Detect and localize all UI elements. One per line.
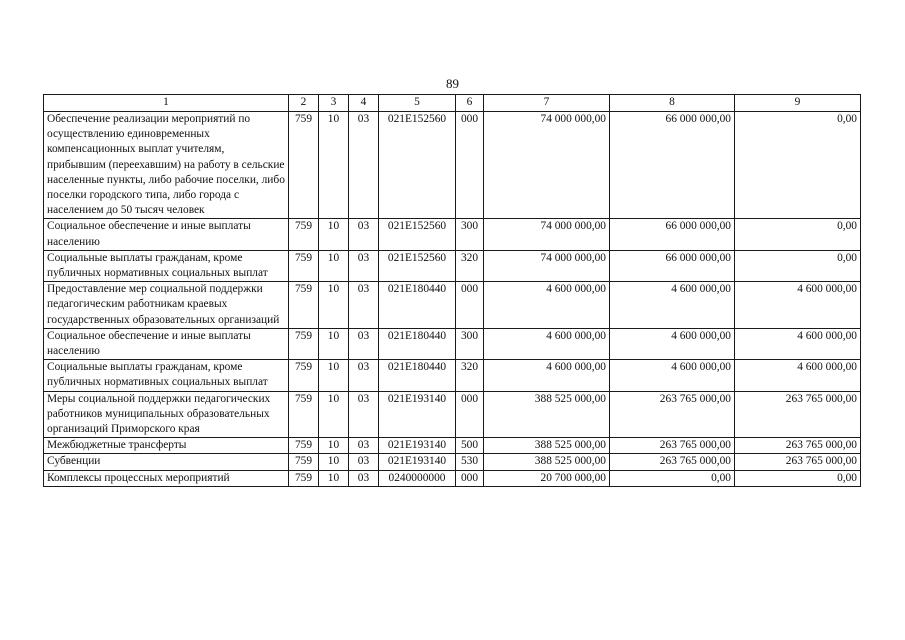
col-5-cell: 021E180440 (379, 282, 456, 329)
amount-col-8: 4 600 000,00 (610, 282, 735, 329)
amount-col-9: 4 600 000,00 (735, 328, 861, 359)
amount-col-7: 20 700 000,00 (484, 470, 610, 486)
column-header-8: 8 (610, 95, 735, 112)
col-3-cell: 10 (319, 470, 349, 486)
amount-col-9: 0,00 (735, 112, 861, 219)
col-4-cell: 03 (349, 328, 379, 359)
column-header-5: 5 (379, 95, 456, 112)
col-3-cell: 10 (319, 328, 349, 359)
col-5-cell: 021E193140 (379, 391, 456, 438)
amount-col-8: 263 765 000,00 (610, 454, 735, 470)
row-name: Обеспечение реализации мероприятий по осуществлению единовременных компенсационных выплат учителям, прибывшим (переехавшим) на работу в сельские населенные пункты, либо рабочие поселки, либо поселки городского типа, либо города с населением до 50 тысяч человек (44, 112, 289, 219)
column-header-6: 6 (456, 95, 484, 112)
col-5-cell: 021E152560 (379, 219, 456, 250)
col-5-cell: 021E180440 (379, 360, 456, 391)
budget-table (43, 94, 861, 487)
table-row (44, 282, 861, 329)
col-5-cell: 021E152560 (379, 250, 456, 281)
amount-col-8: 66 000 000,00 (610, 112, 735, 219)
col-6-cell: 000 (456, 112, 484, 219)
column-header-4: 4 (349, 95, 379, 112)
header-row (44, 95, 861, 112)
amount-col-7: 388 525 000,00 (484, 391, 610, 438)
amount-col-7: 4 600 000,00 (484, 328, 610, 359)
col-3-cell: 10 (319, 250, 349, 281)
col-6-cell: 530 (456, 454, 484, 470)
column-header-7: 7 (484, 95, 610, 112)
amount-col-9: 0,00 (735, 219, 861, 250)
amount-col-7: 74 000 000,00 (484, 112, 610, 219)
table-row (44, 219, 861, 250)
row-name: Предоставление мер социальной поддержки педагогическим работникам краевых государственных образовательных организаций (44, 282, 289, 329)
row-name: Меры социальной поддержки педагогических работников муниципальных образовательных организаций Приморского края (44, 391, 289, 438)
col-4-cell: 03 (349, 219, 379, 250)
col-5-cell: 0240000000 (379, 470, 456, 486)
col-3-cell: 10 (319, 438, 349, 454)
col-2-cell: 759 (289, 454, 319, 470)
table-row (44, 470, 861, 486)
col-6-cell: 320 (456, 360, 484, 391)
amount-col-8: 4 600 000,00 (610, 328, 735, 359)
col-4-cell: 03 (349, 454, 379, 470)
amount-col-9: 263 765 000,00 (735, 454, 861, 470)
col-2-cell: 759 (289, 360, 319, 391)
table-row (44, 391, 861, 438)
amount-col-9: 263 765 000,00 (735, 438, 861, 454)
column-header-2: 2 (289, 95, 319, 112)
amount-col-8: 66 000 000,00 (610, 219, 735, 250)
col-6-cell: 000 (456, 391, 484, 438)
col-4-cell: 03 (349, 360, 379, 391)
col-6-cell: 500 (456, 438, 484, 454)
column-header-3: 3 (319, 95, 349, 112)
col-3-cell: 10 (319, 360, 349, 391)
amount-col-7: 388 525 000,00 (484, 454, 610, 470)
col-5-cell: 021E152560 (379, 112, 456, 219)
amount-col-8: 263 765 000,00 (610, 438, 735, 454)
table-row (44, 438, 861, 454)
col-2-cell: 759 (289, 219, 319, 250)
amount-col-8: 0,00 (610, 470, 735, 486)
table-row (44, 454, 861, 470)
amount-col-8: 263 765 000,00 (610, 391, 735, 438)
col-4-cell: 03 (349, 438, 379, 454)
amount-col-9: 4 600 000,00 (735, 282, 861, 329)
col-4-cell: 03 (349, 391, 379, 438)
col-2-cell: 759 (289, 112, 319, 219)
table-row (44, 112, 861, 219)
col-2-cell: 759 (289, 328, 319, 359)
row-name: Социальное обеспечение и иные выплаты населению (44, 328, 289, 359)
page-number: 89 (446, 76, 459, 91)
col-4-cell: 03 (349, 112, 379, 219)
table-row (44, 328, 861, 359)
col-3-cell: 10 (319, 454, 349, 470)
col-6-cell: 300 (456, 219, 484, 250)
row-name: Комплексы процессных мероприятий (44, 470, 289, 486)
col-3-cell: 10 (319, 282, 349, 329)
col-3-cell: 10 (319, 391, 349, 438)
amount-col-9: 0,00 (735, 250, 861, 281)
amount-col-9: 0,00 (735, 470, 861, 486)
col-2-cell: 759 (289, 282, 319, 329)
table-row (44, 250, 861, 281)
col-4-cell: 03 (349, 250, 379, 281)
amount-col-7: 4 600 000,00 (484, 282, 610, 329)
row-name: Социальное обеспечение и иные выплаты населению (44, 219, 289, 250)
col-5-cell: 021E180440 (379, 328, 456, 359)
col-4-cell: 03 (349, 282, 379, 329)
col-2-cell: 759 (289, 250, 319, 281)
amount-col-9: 4 600 000,00 (735, 360, 861, 391)
row-name: Социальные выплаты гражданам, кроме публичных нормативных социальных выплат (44, 360, 289, 391)
col-2-cell: 759 (289, 438, 319, 454)
col-3-cell: 10 (319, 219, 349, 250)
row-name: Субвенции (44, 454, 289, 470)
col-4-cell: 03 (349, 470, 379, 486)
amount-col-7: 388 525 000,00 (484, 438, 610, 454)
amount-col-7: 74 000 000,00 (484, 250, 610, 281)
col-3-cell: 10 (319, 112, 349, 219)
col-6-cell: 000 (456, 470, 484, 486)
col-5-cell: 021E193140 (379, 454, 456, 470)
col-6-cell: 320 (456, 250, 484, 281)
col-6-cell: 300 (456, 328, 484, 359)
amount-col-9: 263 765 000,00 (735, 391, 861, 438)
column-header-1: 1 (44, 95, 289, 112)
row-name: Социальные выплаты гражданам, кроме публичных нормативных социальных выплат (44, 250, 289, 281)
row-name: Межбюджетные трансферты (44, 438, 289, 454)
col-2-cell: 759 (289, 470, 319, 486)
amount-col-8: 4 600 000,00 (610, 360, 735, 391)
amount-col-7: 4 600 000,00 (484, 360, 610, 391)
column-header-9: 9 (735, 95, 861, 112)
col-6-cell: 000 (456, 282, 484, 329)
amount-col-7: 74 000 000,00 (484, 219, 610, 250)
amount-col-8: 66 000 000,00 (610, 250, 735, 281)
col-5-cell: 021E193140 (379, 438, 456, 454)
table-row (44, 360, 861, 391)
col-2-cell: 759 (289, 391, 319, 438)
